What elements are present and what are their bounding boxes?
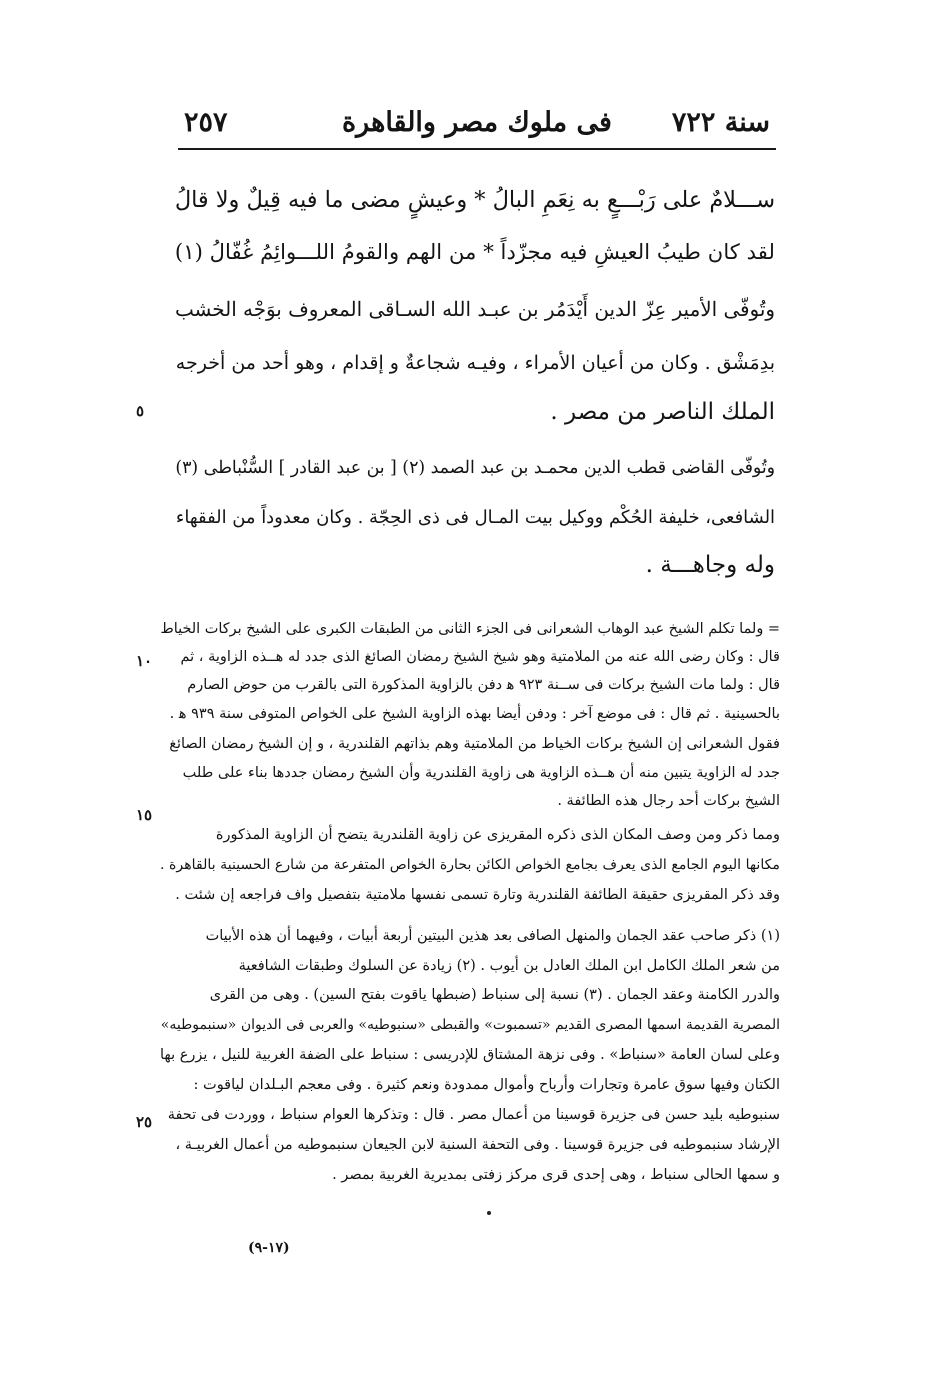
margin-line-number: ٢٥	[136, 1113, 153, 1131]
margin-line-number: ١٥	[136, 806, 153, 824]
main-line: بدِمَشْق . وكان من أعيان الأمراء ، وفيـه شجاعةٌ و إقدام ، وهو أحد من أخرجه	[175, 352, 775, 374]
header-year: سنة ٧٢٢	[671, 107, 770, 138]
main-line: الملك الناصر من مصر .	[550, 399, 775, 425]
footnote-line: من شعر الملك الكامل ابن الملك العادل بن أيوب . (٢) زيادة عن السلوك وطبقات الشافعية	[238, 958, 780, 974]
footnote-line: جدد له الزاوية يتبين منه أن هــذه الزاوية هى زاوية القلندرية وأن الشيخ رمضان جددها بناء على طلب	[182, 765, 780, 781]
footnote-line: مكانها اليوم الجامع الذى يعرف بجامع الخواص الكائن بحارة الخواص المتفرعة من شارع الحسينية بالقاهرة .	[160, 857, 780, 873]
margin-line-number: ١٠	[136, 652, 153, 670]
footnote-line: الكتان وفيها سوق عامرة وتجارات وأرباح وأموال ممدودة ونعم كثيرة . وفى معجم البـلدان لياقوت :	[193, 1077, 780, 1093]
header-title: فى ملوك مصر والقاهرة	[342, 107, 612, 138]
footnote-line: والدرر الكامنة وعقد الجمان . (٣) نسبة إلى سنباط (ضبطها ياقوت بفتح السين) . وهى من القرى	[209, 987, 780, 1003]
main-line: لقد كان طيبُ العيشِ فيه مجزّداً * من الهم والقومُ اللـــوائِمُ غُفّالُ (١)	[174, 240, 775, 265]
footnote-line: وقد ذكر المقريزى حقيقة الطائفة القلندرية وتارة تسمى نفسها ملامتية بتفصيل واف فراجعه إن شئت .	[175, 887, 780, 903]
page-number: ٢٥٧	[184, 107, 228, 138]
main-line: وله وجاهـــة .	[645, 552, 775, 578]
margin-line-number: ٥	[136, 402, 145, 420]
main-line: وتُوفّى الأمير عِزّ الدين أَيْدَمُر بن عبـد الله السـاقى المعروف بوَجْه الخشب	[174, 298, 775, 321]
footnote-line: قال : وكان رضى الله عنه من الملامتية وهو شيخ الشيخ رمضان الصائغ الذى جدد له هــذه الزاوية ، ثم	[180, 649, 780, 665]
footnote-line: الإرشاد سنبموطيه فى جزيرة قوسينا . وفى التحفة السنية لابن الجيعان سنبموطيه من أعمال الغربيـة ،	[175, 1137, 780, 1153]
footnote-line: سنبوطيه بليد حسن فى جزيرة قوسينا من أعمال مصر . قال : وتذكرها العوام سنباط ، ووردت فى تحفة	[167, 1107, 780, 1123]
main-line: ســـلامٌ على رَبْـــعٍ به نِعَمِ البالُ * وعيشٍ مضى ما فيه قِيلٌ ولا قالُ	[174, 187, 775, 213]
page-header	[178, 98, 776, 150]
footnote-line: وعلى لسان العامة «سنباط» . وفى نزهة المشتاق للإدريسى : سنباط على الضفة الغربية للنيل ، يزرع بها	[159, 1047, 780, 1063]
footnote-line: و سمها الحالى سنباط ، وهى إحدى قرى مركز زفتى بمديرية الغربية بمصر .	[332, 1167, 780, 1183]
footnote-line: (١) ذكر صاحب عقد الجمان والمنهل الصافى بعد هذين البيتين أربعة أبيات ، وفيهما أن هذه الأبيات	[205, 928, 780, 944]
footnote-line: بالحسينية . ثم قال : فى موضع آخر : ودفن أيضا بهذه الزاوية الشيخ على الخواص المتوفى سنة ٩٣٩ ﻫ .	[169, 706, 780, 722]
footnote-line: الشيخ بركات أحد رجال هذه الطائفة .	[557, 793, 780, 809]
footnote-line: قال : ولما مات الشيخ بركات فى ســنة ٩٢٣ ﻫ دفن بالزاوية المذكورة التى بالقرب من حوض الصارم	[187, 677, 780, 693]
footnote-line: فقول الشعرانى إن الشيخ بركات الخياط من الملامتية وهم بذاتهم القلندرية ، و إن الشيخ رمضان الصائغ	[169, 736, 780, 752]
print-mark	[487, 1211, 491, 1215]
footnote-line: = ولما تكلم الشيخ عبد الوهاب الشعرانى فى الجزء الثانى من الطبقات الكبرى على الشيخ بركات الخياط	[160, 621, 780, 637]
main-line: الشافعى، خليفة الحُكْم ووكيل بيت المـال فى ذى الحِجّة . وكان معدوداً من الفقهاء	[175, 507, 775, 528]
main-line: وتُوفّى القاضى قطب الدين محمـد بن عبد الصمد (٢) [ بن عبد القادر ] السُّنْباطى (٣)	[175, 458, 775, 478]
footnote-line: المصرية القديمة اسمها المصرى القديم «تسمبوت» والقبطى «سنبوطيه» والعربى فى الديوان «سنبموطيه»	[160, 1017, 780, 1033]
footnote-line: ومما ذكر ومن وصف المكان الذى ذكره المقريزى عن زاوية القلندرية يتضح أن الزاوية المذكورة	[215, 827, 780, 843]
signature-mark: (١٧-٩)	[248, 1240, 290, 1256]
